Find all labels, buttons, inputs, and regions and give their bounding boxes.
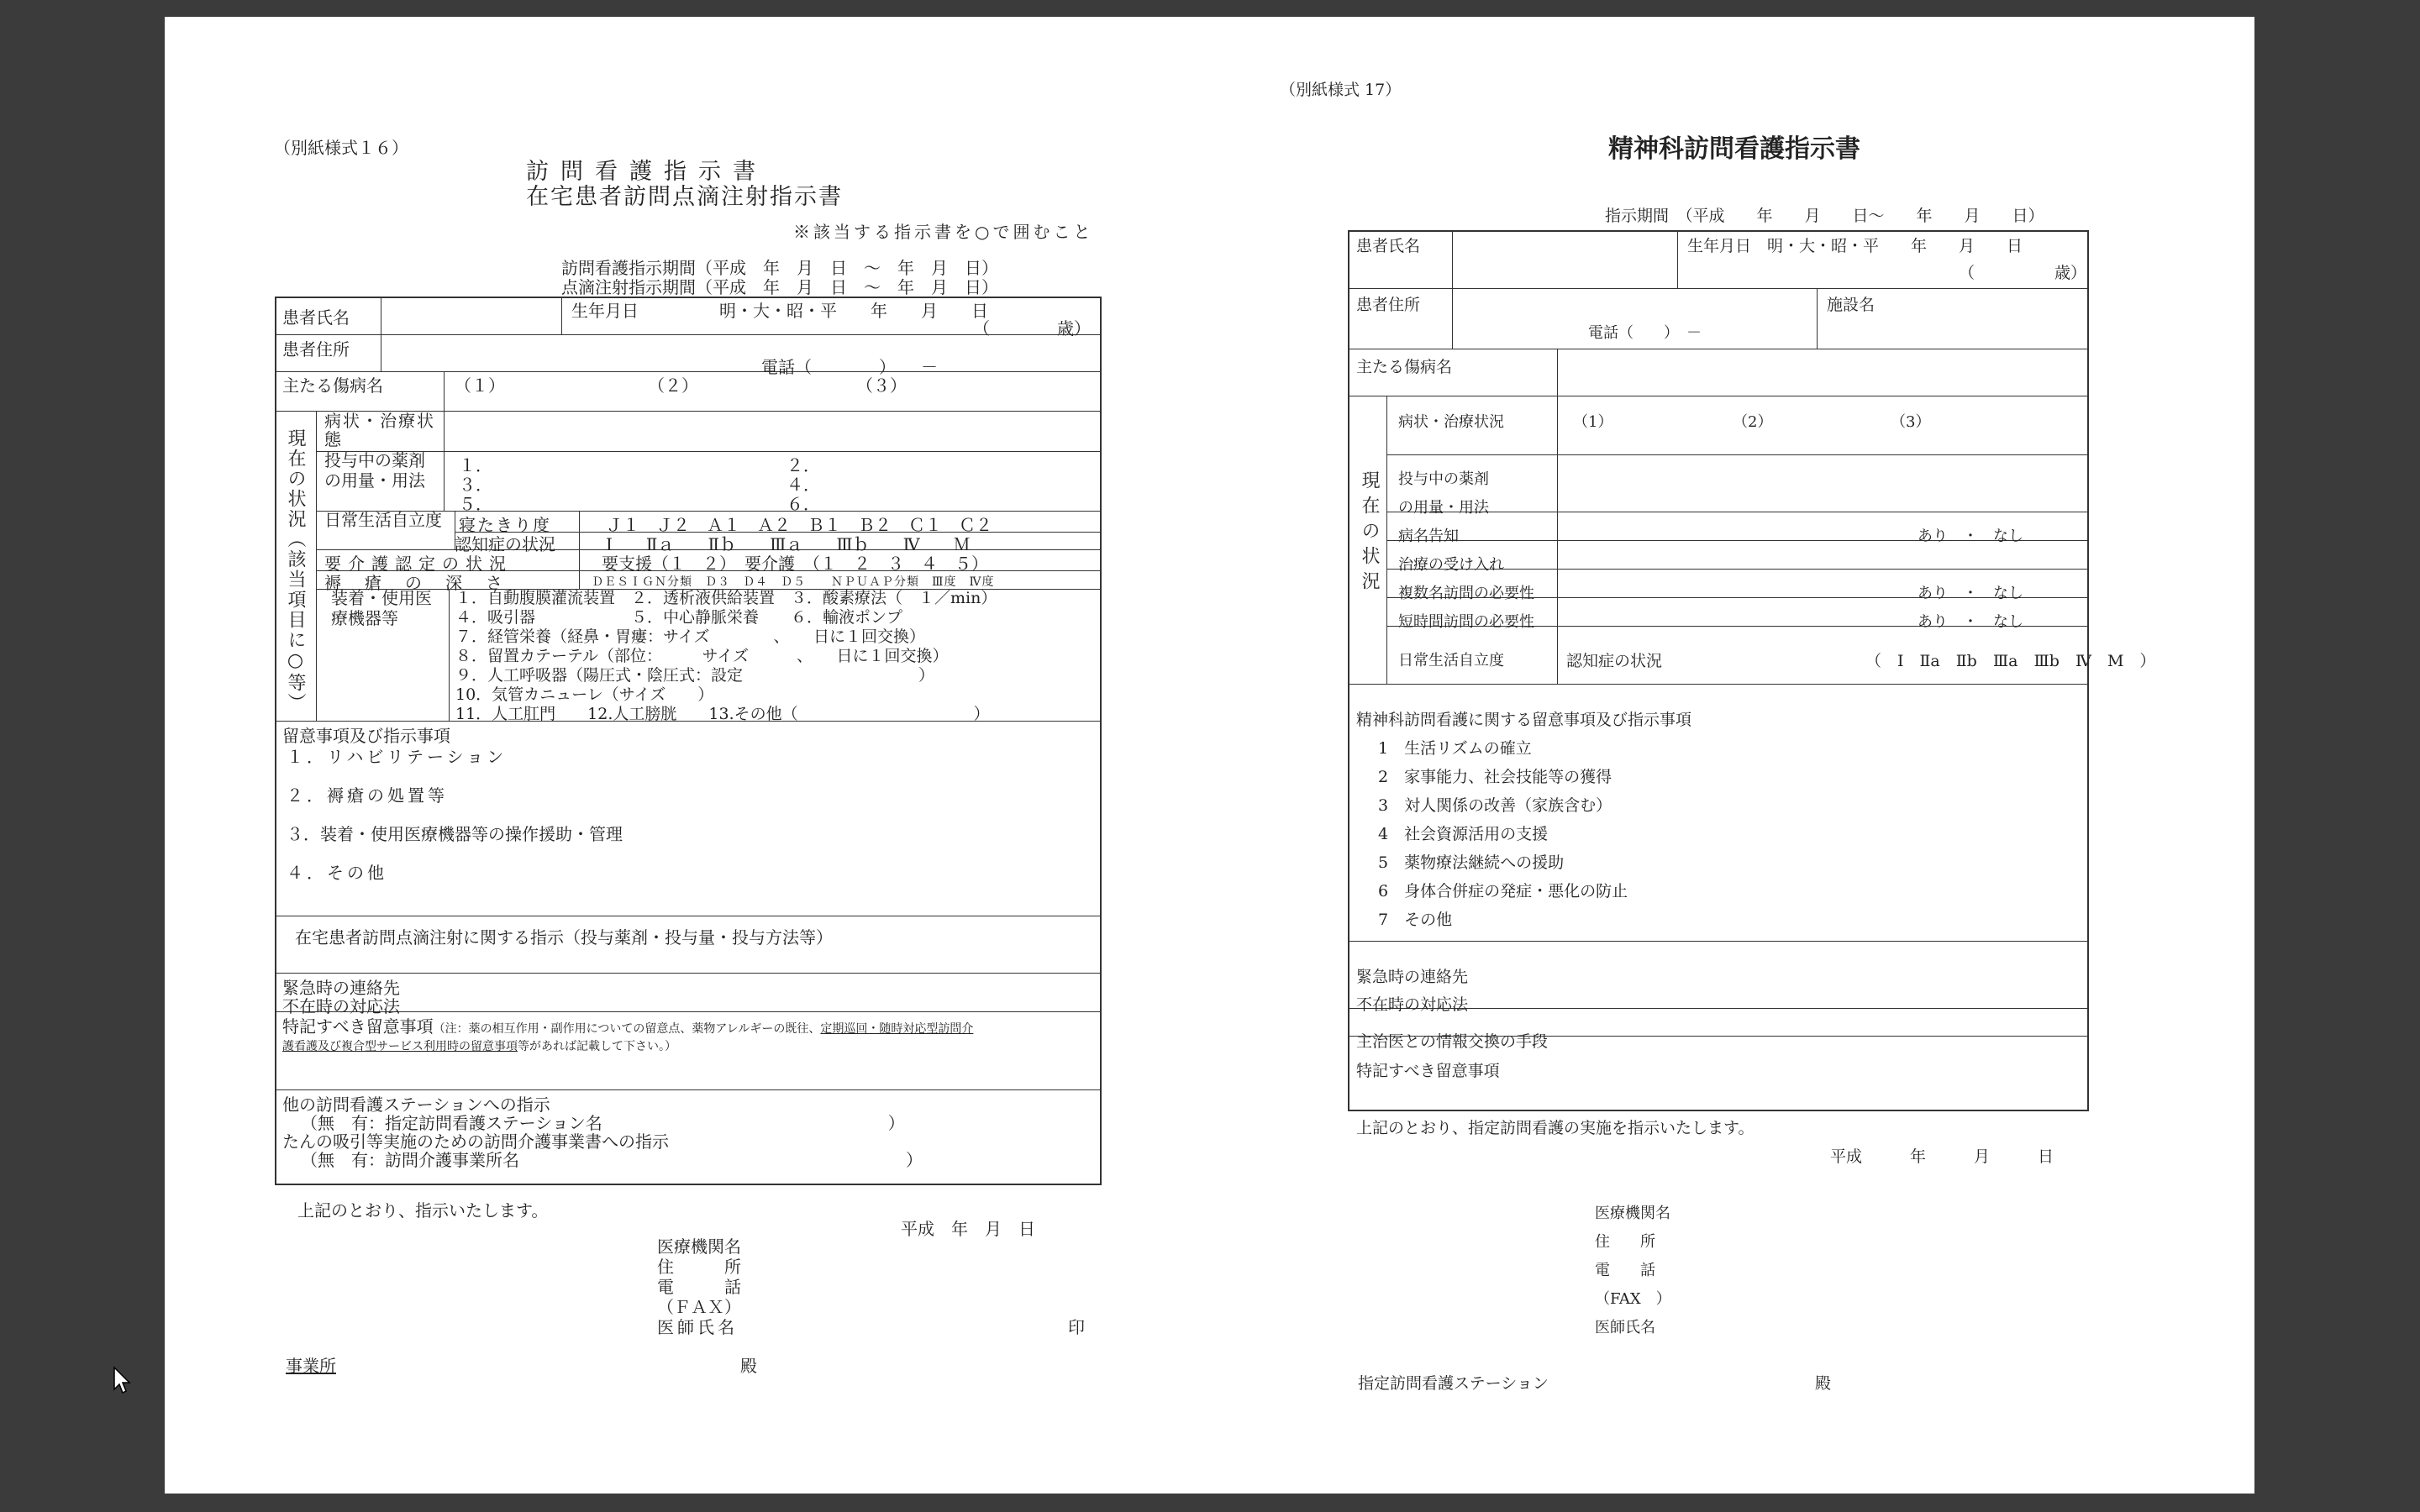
special-notes-hint: 等があれば記載して下さい。） [518,1040,676,1053]
med-3: ３． [459,475,492,495]
special-notes-hint-underlined: 護看護及び複合型サービス利用時の留意事項 [282,1040,518,1053]
mouse-cursor-icon [113,1366,134,1396]
special-notes-hint-underlined: 定期巡回・随時対応型訪問介 [820,1022,974,1036]
f17-fax-label: （FAX ） [1595,1290,1671,1308]
absence-label: 不在時の対応法 [282,996,400,1016]
device-list [455,589,997,724]
special-notes-label: 特記すべき留意事項 [282,1016,434,1037]
f17-condition-label: 病状・治療状況 [1398,413,1504,431]
dementia-values: Ⅰ Ⅱａ Ⅱｂ Ⅲａ Ⅲｂ Ⅳ Ｍ [606,534,971,554]
f17-special-notes-label: 特記すべき留意事項 [1356,1062,1500,1080]
age-field: （ 歳） [973,318,1091,339]
f17-dono-label: 殿 [1815,1374,1832,1393]
f17-instruction-item: 5 薬物療法継続への援助 [1378,853,1565,872]
doctor-name-label: 医師氏名 [657,1317,738,1337]
dementia-label: 認知症の状況 [455,534,555,554]
special-notes-row2 [282,1037,676,1054]
dono-label: 殿 [740,1356,757,1376]
med-5: ５． [459,494,492,514]
bedridden-values: Ｊ１ Ｊ２ Ａ１ Ａ２ Ｂ１ Ｂ２ Ｃ１ Ｃ２ [606,515,992,535]
f17-dementia-label: 認知症の状況 [1566,652,1663,670]
circle-note: ※該当する指示書を○で囲むこと [793,222,1094,242]
devices-label: 装着・使用医療機器等 [331,588,432,628]
disease-3: （３） [856,375,907,396]
condition-label: 病状・治療状態 [324,411,435,449]
f17-emergency-label: 緊急時の連絡先 [1356,968,1469,986]
form16-subtitle: 在宅患者訪問点滴注射指示書 [526,184,843,210]
tel-label: 電 話 [657,1277,741,1297]
med-6: ６． [786,494,820,514]
f17-closing: 上記のとおり、指定訪問看護の実施を指示いたします。 [1356,1119,1754,1137]
f17-dob: 生年月日 明・大・昭・平 年 月 日 [1687,237,2023,255]
f17-condition-2: （2） [1733,413,1773,431]
f17-medication-label1: 投与中の薬剤 [1398,470,1489,488]
emergency-contact-label: 緊急時の連絡先 [282,978,400,998]
f17-institution-label: 医療機関名 [1595,1205,1670,1222]
f17-medication-label2: の用量・用法 [1398,499,1489,517]
f17-multi-visit-yesno: あり ・ なし [1918,585,2023,602]
current-status-vertical: 現在の状況（該当項目に○等） [285,428,306,713]
f17-current-status-vertical: 現在の状況 [1359,470,1380,596]
fax-label: （ＦＡＸ） [657,1297,741,1317]
f17-instruction-item: 4 社会資源活用の支援 [1378,825,1549,843]
f17-facility-label: 施設名 [1827,296,1876,314]
form17-period: 指示期間 （平成 年 月 日～ 年 月 日） [1605,207,2044,225]
f17-condition-3: （3） [1891,413,1931,431]
f17-dementia-values: （ Ⅰ Ⅱa Ⅱb Ⅲa Ⅲb Ⅳ M ） [1865,652,2156,670]
seal-mark: 印 [1068,1317,1085,1337]
f17-tel-label: 電 話 [1595,1262,1655,1279]
f17-short-visit-yesno: あり ・ なし [1918,613,2023,631]
special-notes-row [282,1013,973,1037]
f17-acceptance-label: 治療の受け入れ [1398,556,1504,574]
form16-date: 平成 年 月 日 [901,1219,1035,1239]
patient-name-label: 患者氏名 [282,307,350,328]
dob-label: 生年月日 [571,301,639,321]
f17-instruction-item: 1 生活リズムの確立 [1378,739,1532,758]
f17-instruction-item: 6 身体合併症の発症・悪化の防止 [1378,882,1628,900]
main-disease-label: 主たる傷病名 [282,375,383,396]
form16-closing: 上記のとおり、指示いたします。 [297,1200,549,1221]
f17-date: 平成 年 月 日 [1830,1147,2054,1166]
f17-condition-1: （1） [1573,413,1613,431]
device-line: 10．気管カニューレ（サイズ ） [455,685,714,704]
f17-age: （ 歳） [1959,264,2087,282]
care-cert-values: 要支援（１ ２） 要介護 （１ ２ ３ ４ ５） [602,554,988,574]
device-line: ７．経管栄養（経鼻・胃瘻：サイズ 、 日に１回交換） [455,627,925,646]
visit-period: 訪問看護指示期間（平成 年 月 日 ～ 年 月 日） [561,258,998,278]
other-station-field: （無 有：指定訪問看護ステーション名 ） [301,1113,905,1133]
f17-instruction-item: 3 対人関係の改善（家族含む） [1378,796,1612,815]
medication-label: 投与中の薬剤の用量・用法 [324,450,425,491]
iv-instructions-label: 在宅患者訪問点滴注射に関する指示（投与薬剤・投与量・投与方法等） [295,927,833,948]
device-line: ８．留置カテーテル（部位： サイズ 、 日に１回交換） [455,647,949,665]
f17-instruction-item: 2 家事能力、社会技能等の獲得 [1378,768,1612,786]
form16-number: （別紙様式１６） [274,138,408,158]
device-line: ４．吸引器 ５．中心静脈栄養 ６．輸液ポンプ [455,608,903,627]
instruction-item: ４．その他 [287,863,387,883]
f17-main-disease-label: 主たる傷病名 [1356,358,1453,376]
f17-patient-name-label: 患者氏名 [1356,237,1421,255]
form17-number: （別紙様式 17） [1280,81,1402,99]
f17-adl-label: 日常生活自立度 [1398,652,1504,669]
care-cert-label: 要介護認定の状況 [324,554,513,574]
dob-era: 明・大・昭・平 年 月 日 [719,301,988,321]
suction-label: たんの吸引等実施のための訪問介護事業書への指示 [282,1131,669,1152]
device-line: １．自動腹膜灌流装置 ２．透析液供給装置 ３．酸素療法（ １／min） [455,589,997,607]
med-1: １． [459,455,492,475]
instruction-item: ３．装着・使用医療機器等の操作援助・管理 [287,824,623,844]
f17-info-exchange-label: 主治医との情報交換の手段 [1356,1032,1549,1051]
institution-label: 医療機関名 [657,1236,741,1257]
f17-instruction-item: 7 その他 [1378,911,1453,929]
f17-station-label: 指定訪問看護ステーション [1358,1374,1549,1393]
f17-absence-label: 不在時の対応法 [1356,995,1469,1014]
f17-notification-yesno: あり ・ なし [1918,528,2023,545]
f17-instructions-heading: 精神科訪問看護に関する留意事項及び指示事項 [1356,711,1692,729]
disease-1: （１） [455,375,505,396]
med-2: ２． [786,455,820,475]
f17-notification-label: 病名告知 [1398,528,1459,545]
pressure-ulcer-values: ＤＥＳＩＧＮ分類 Ｄ３ Ｄ４ Ｄ５ ＮＰＵＡＰ分類 Ⅲ度 Ⅳ度 [592,575,995,589]
special-notes-hint: （注：薬の相互作用・副作用についての留意点、薬物アレルギーの既往、 [433,1022,821,1036]
instructions-heading: 留意事項及び指示事項 [282,726,450,746]
f17-address-label: 住 所 [1595,1233,1655,1251]
f17-patient-address-label: 患者住所 [1356,296,1421,314]
document-page [165,17,2254,1494]
pressure-ulcer-label: 褥瘡の深さ [324,573,526,593]
device-line: 11．人工肛門 12.人工膀胱 13.その他（ ） [455,705,990,723]
form16-title: 訪問看護指示書 [526,159,767,185]
other-station-label: 他の訪問看護ステーションへの指示 [282,1095,550,1115]
address-label: 住 所 [657,1257,741,1277]
f17-doctor-label: 医師氏名 [1595,1319,1655,1336]
f17-phone: 電話（ ） － [1588,324,1702,342]
form17-title: 精神科訪問看護指示書 [1608,134,1860,164]
instruction-item: ２．褥瘡の処置等 [287,785,448,806]
bedridden-label: 寝たきり度 [459,515,551,535]
adl-label: 日常生活自立度 [324,510,442,530]
disease-2: （２） [648,375,698,396]
office-label: 事業所 [286,1356,336,1376]
patient-address-label: 患者住所 [282,339,350,360]
instruction-item: １．リハビリテーション [287,747,508,767]
phone-field: 電話（ ） － [761,357,938,377]
f17-short-visit-label: 短時間訪問の必要性 [1398,613,1534,631]
med-4: ４． [786,475,820,495]
f17-multi-visit-label: 複数名訪問の必要性 [1398,585,1534,602]
iv-period: 点滴注射指示期間（平成 年 月 日 ～ 年 月 日） [561,277,998,297]
device-line: ９．人工呼吸器（陽圧式・陰圧式：設定 ） [455,666,935,685]
suction-field: （無 有：訪問介護事業所名 ） [301,1150,923,1170]
